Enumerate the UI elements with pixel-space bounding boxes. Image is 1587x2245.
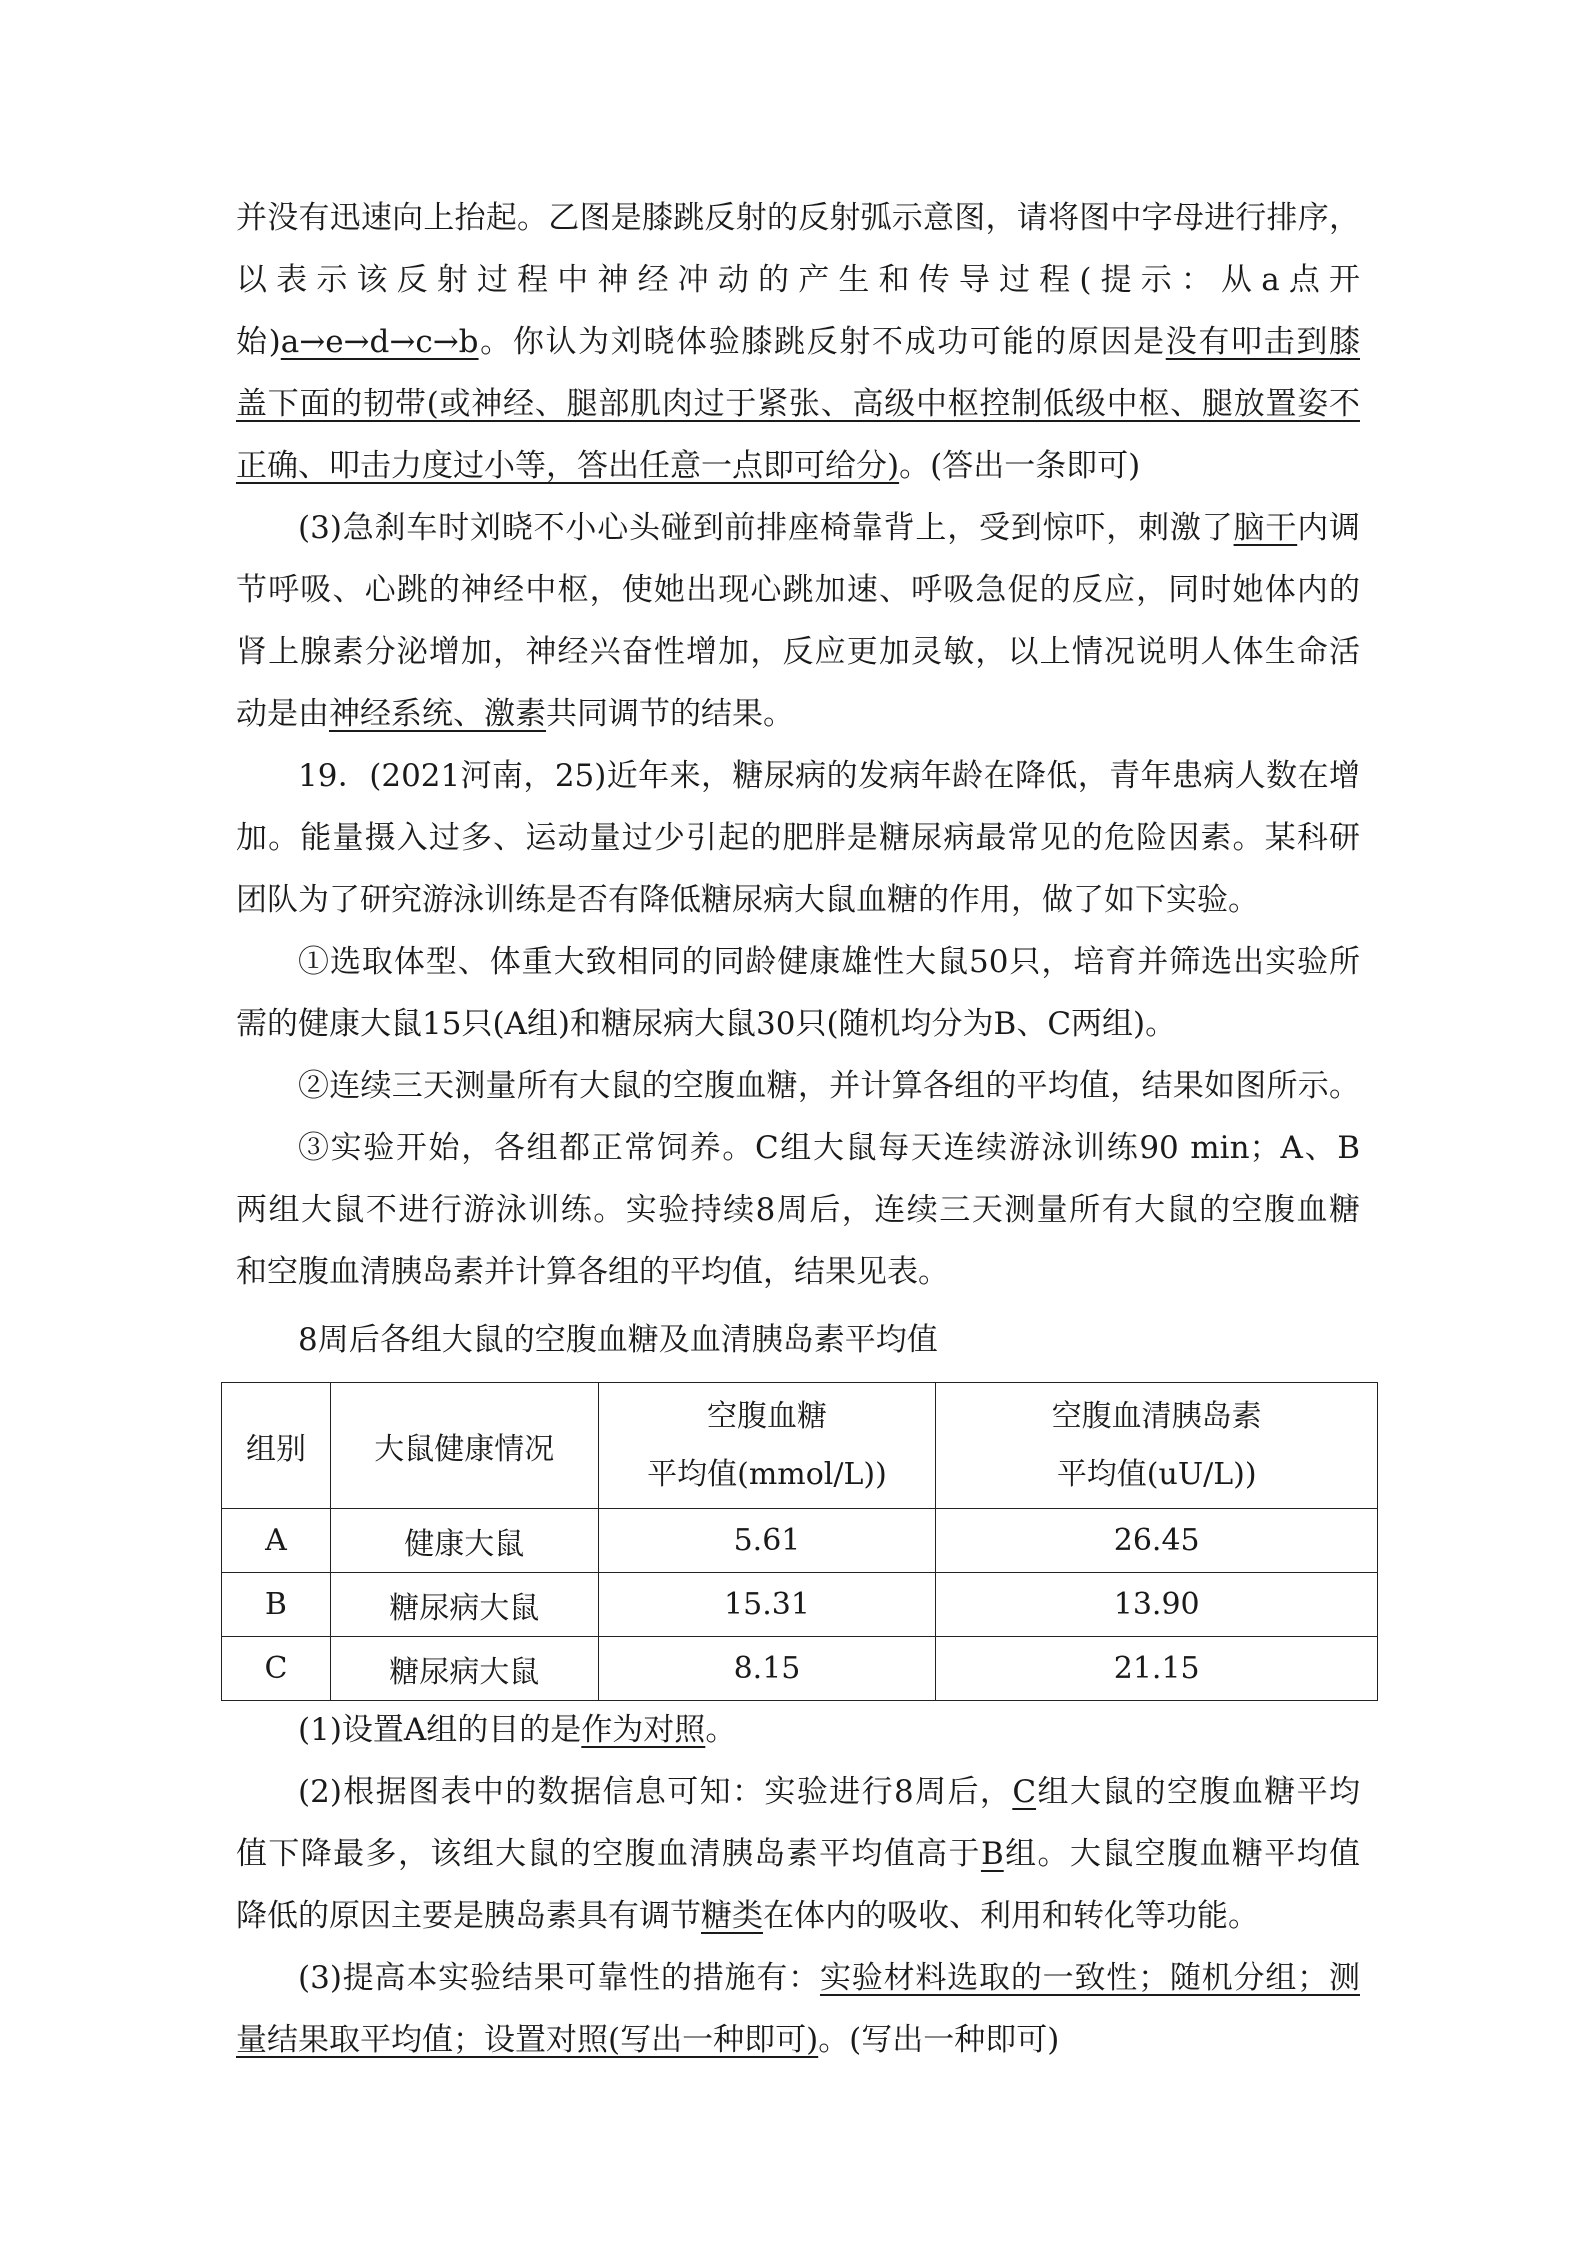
cell-health: 糖尿病大鼠 — [330, 1573, 598, 1637]
answer-blank: 糖类 — [701, 1898, 763, 1934]
table-header-row — [222, 1383, 1378, 1509]
text-segment: 。(写出一种即可) — [818, 2022, 1060, 2058]
header-group: 组别 — [222, 1383, 331, 1509]
text-line: 并没有迅速向上抬起。乙图是膝跳反射的反射弧示意图，请将图中字母进行排序， — [236, 200, 1360, 236]
text-line: 加。能量摄入过多、运动量过少引起的肥胖是糖尿病最常见的危险因素。某科研 — [236, 820, 1360, 856]
text-segment: (3)提高本实验结果可靠性的措施有： — [298, 1960, 820, 1996]
text-segment: (3)急刹车时刘晓不小心头碰到前排座椅靠背上，受到惊吓，刺激了 — [298, 510, 1234, 546]
cell-group: A — [222, 1509, 331, 1573]
header-insulin — [936, 1383, 1378, 1509]
cell-insulin: 13.90 — [936, 1573, 1378, 1637]
answer-line: 盖下面的韧带(或神经、腿部肌肉过于紧张、高级中枢控制低级中枢、腿放置姿不 — [236, 386, 1360, 422]
answer-blank: 正确、叩击力度过小等，答出任意一点即可给分) — [236, 448, 900, 484]
text-line: 两组大鼠不进行游泳训练。实验持续8周后，连续三天测量所有大鼠的空腹血糖 — [236, 1192, 1360, 1228]
text-line: 团队为了研究游泳训练是否有降低糖尿病大鼠血糖的作用，做了如下实验。 — [236, 882, 1259, 918]
answer-blank: 作为对照 — [581, 1712, 706, 1748]
header-glucose-line2: 平均值(mmol/L)) — [647, 1456, 887, 1492]
answer-2-line — [298, 1772, 1360, 1812]
cell-insulin: 21.15 — [936, 1637, 1378, 1701]
text-segment: 组大鼠的空腹血糖平均 — [1036, 1774, 1360, 1810]
text-segment: 降低的原因主要是胰岛素具有调节 — [236, 1898, 701, 1934]
header-insulin-line1: 空腹血清胰岛素 — [1051, 1398, 1262, 1434]
table-caption: 8周后各组大鼠的空腹血糖及血清胰岛素平均值 — [298, 1322, 938, 1358]
answer-blank: 实验材料选取的一致性；随机分组；测 — [819, 1960, 1360, 1996]
answer-1-line — [298, 1710, 1360, 1750]
table-row — [222, 1573, 1378, 1637]
cell-glucose: 8.15 — [598, 1637, 936, 1701]
step-3-line: ③实验开始，各组都正常饲养。C组大鼠每天连续游泳训练90 min；A、B — [298, 1130, 1360, 1166]
text-segment: 。 — [705, 1712, 737, 1748]
text-segment: 组。大鼠空腹血糖平均值 — [1003, 1836, 1361, 1872]
text-line — [298, 508, 1360, 548]
text-line: 需的健康大鼠15只(A组)和糖尿病大鼠30只(随机均分为B、C两组)。 — [236, 1006, 1177, 1042]
text-segment: 。你认为刘晓体验膝跳反射不成功可能的原因是 — [478, 324, 1166, 360]
text-line — [236, 2020, 1360, 2060]
table-row — [222, 1509, 1378, 1573]
text-segment: 动是由 — [236, 696, 329, 732]
header-insulin-line2: 平均值(uU/L)) — [1056, 1456, 1257, 1492]
text-line — [236, 1896, 1360, 1936]
text-line: 以表示该反射过程中神经冲动的产生和传导过程(提示：从a点开 — [236, 262, 1360, 298]
text-segment: (1)设置A组的目的是 — [298, 1712, 582, 1748]
text-line: 肾上腺素分泌增加，神经兴奋性增加，反应更加灵敏，以上情况说明人体生命活 — [236, 634, 1360, 670]
results-table — [221, 1382, 1378, 1701]
answer-blank: 没有叩击到膝 — [1165, 324, 1360, 360]
text-segment: 在体内的吸收、利用和转化等功能。 — [763, 1898, 1259, 1934]
answer-blank: B — [980, 1836, 1004, 1872]
cell-group: C — [222, 1637, 331, 1701]
text-line — [236, 694, 1360, 734]
cell-health: 糖尿病大鼠 — [330, 1637, 598, 1701]
step-2-line: ②连续三天测量所有大鼠的空腹血糖，并计算各组的平均值，结果如图所示。 — [298, 1068, 1360, 1104]
text-line — [236, 1834, 1360, 1874]
answer-blank: 神经系统、激素 — [329, 696, 546, 732]
table-row — [222, 1637, 1378, 1701]
step-1-line: ①选取体型、体重大致相同的同龄健康雄性大鼠50只，培育并筛选出实验所 — [298, 944, 1360, 980]
cell-insulin: 26.45 — [936, 1509, 1378, 1573]
answer-blank: 量结果取平均值；设置对照(写出一种即可) — [236, 2022, 819, 2058]
text-segment: (2)根据图表中的数据信息可知：实验进行8周后， — [298, 1774, 1013, 1810]
text-segment: 内调 — [1297, 510, 1361, 546]
text-line: 节呼吸、心跳的神经中枢，使她出现心跳加速、呼吸急促的反应，同时她体内的 — [236, 572, 1360, 608]
text-segment: 值下降最多，该组大鼠的空腹血清胰岛素平均值高于 — [236, 1836, 981, 1872]
header-health: 大鼠健康情况 — [330, 1383, 598, 1509]
text-line — [236, 322, 1360, 362]
cell-group: B — [222, 1573, 331, 1637]
cell-glucose: 5.61 — [598, 1509, 936, 1573]
answer-3-line — [298, 1958, 1360, 1998]
text-segment: 。(答出一条即可) — [899, 448, 1141, 484]
cell-health: 健康大鼠 — [330, 1509, 598, 1573]
text-line: 和空腹血清胰岛素并计算各组的平均值，结果见表。 — [236, 1254, 949, 1290]
header-glucose — [598, 1383, 936, 1509]
answer-blank: C — [1012, 1774, 1037, 1810]
text-segment: 共同调节的结果。 — [546, 696, 794, 732]
answer-blank: a→e→d→c→b — [280, 324, 479, 360]
header-glucose-line1: 空腹血糖 — [706, 1398, 827, 1434]
cell-glucose: 15.31 — [598, 1573, 936, 1637]
answer-blank: 脑干 — [1233, 510, 1298, 546]
question-19-line: 19．(2021河南，25)近年来，糖尿病的发病年龄在降低，青年患病人数在增 — [298, 758, 1360, 794]
text-line — [236, 446, 1360, 486]
text-segment: 始) — [236, 324, 281, 360]
